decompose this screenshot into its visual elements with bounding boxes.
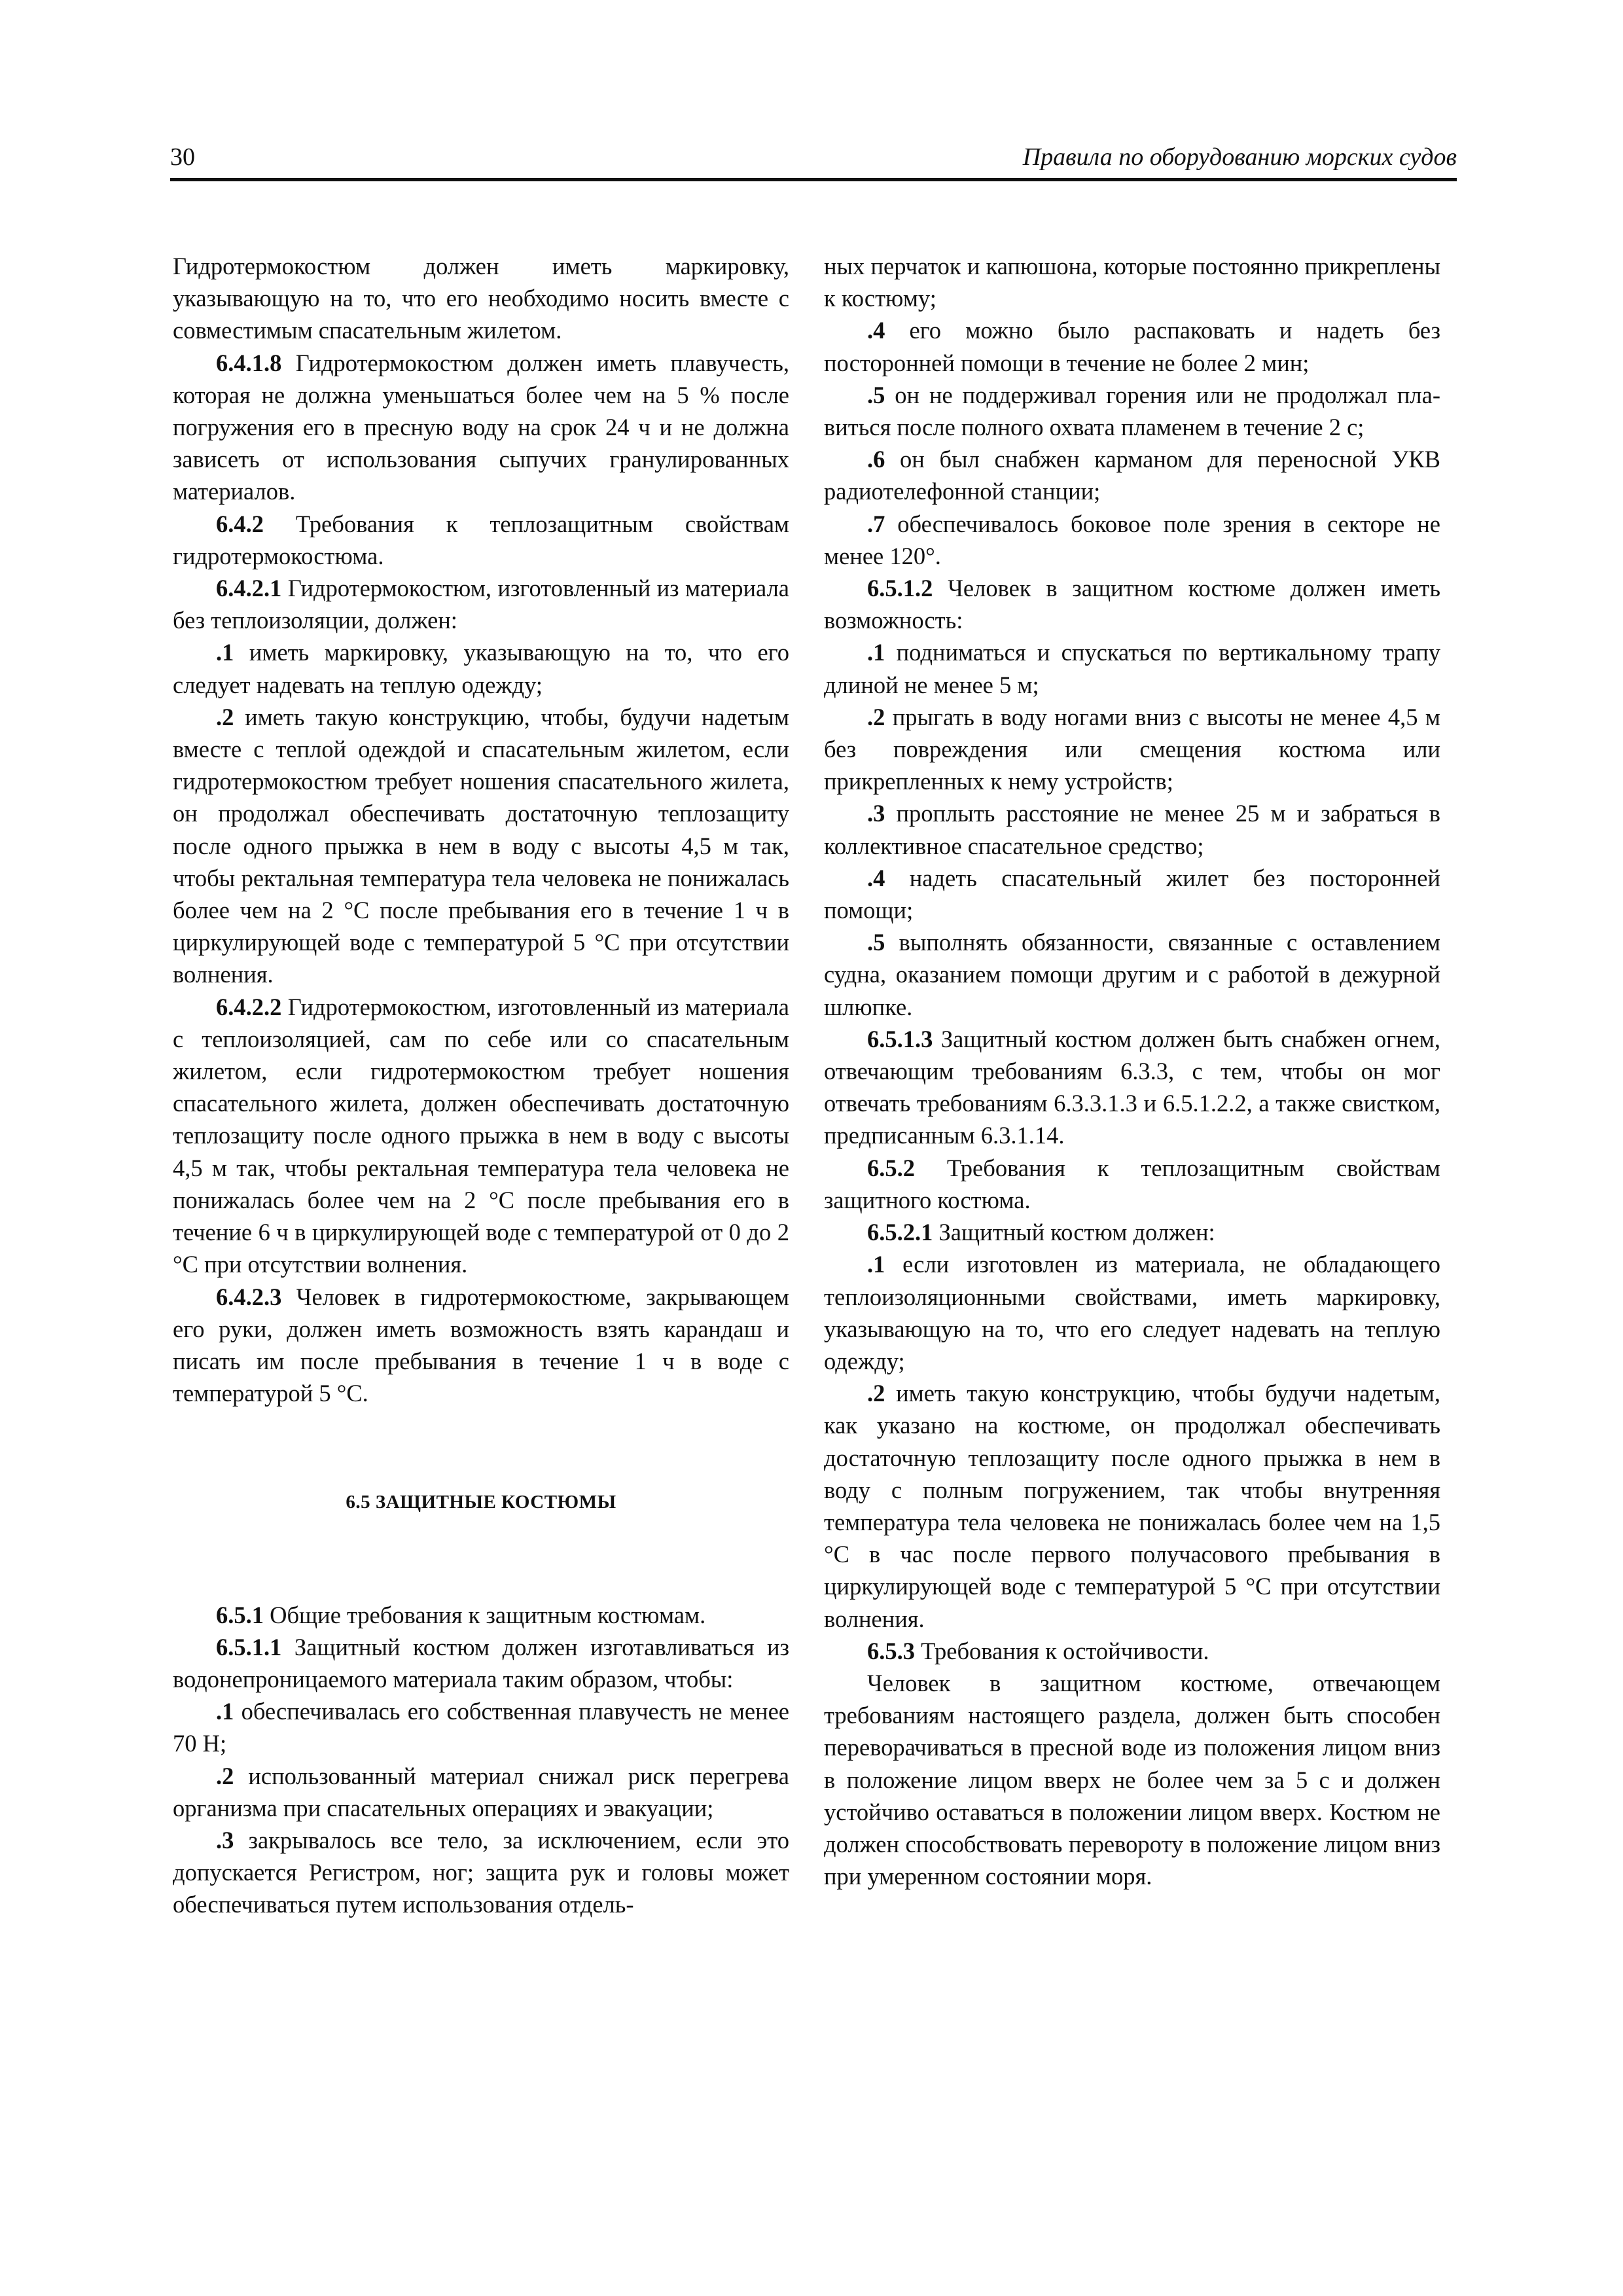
paragraph-number: 6.5.1.2 [867, 575, 933, 602]
paragraph-text: иметь маркировку, указывающую на то, что его следует надевать на теплую одежду; [173, 639, 789, 698]
paragraph [824, 636, 1440, 700]
paragraph [173, 508, 789, 572]
paragraph [824, 862, 1440, 926]
paragraph-text: если изготовлен из материала, не обладающего теплоизоляционными свойствами, иметь маркировку, указывающую на то, что его следует надевать на теплую одежду; [824, 1251, 1440, 1374]
paragraph-text: Гидротермокостюм, изготовленный из материала без теплоизоляции, должен: [173, 575, 789, 634]
paragraph-text: иметь такую конструкцию, чтобы будучи надетым, как указано на костюме, он продолжал обеспечивать достаточную теплозащиту после одного прыжка в нем в воду с полным погружением, так чтобы внутренняя температура тела человека не понижалась более чем на 1,5 °С в час после первого получасового пребывания в циркулирующей воде с температурой 5 °С при отсутствии волнения. [824, 1380, 1440, 1632]
paragraph [173, 1695, 789, 1759]
paragraph-text: он был снабжен карманом для переносной УКВ радиотелефонной станции; [824, 446, 1440, 505]
paragraph-text: Человек в гидротермокостюме, закрывающем его руки, должен иметь возможность взять карандаш и писать им после пребывания в течение 1 ч в воде с температурой 5 °С. [173, 1283, 789, 1407]
paragraph-number: 6.5.3 [867, 1637, 915, 1664]
paragraph [824, 250, 1440, 314]
paragraph-number: 6.5.2 [867, 1154, 915, 1181]
paragraph-text: его можно было распаковать и надеть без посторонней помощи в течение не более 2 мин; [824, 317, 1440, 376]
paragraph [824, 572, 1440, 636]
paragraph-text: Требования к теплозащитным свойствам гидротермокостюма. [173, 510, 789, 569]
paragraph-text: иметь такую конструкцию, чтобы, будучи надетым вместе с теплой одеждой и спасательным жилетом, если гидротермокостюм требует ношения спасательного жилета, он продолжал обеспечивать достаточную теплозащиту после одного прыжка в нем в воду с высоты 4,5 м так, чтобы ректальная температура тела человека не понижалась более чем на 2 °С после пребывания его в течение 1 ч в циркулирующей воде с температурой 5 °С при отсутствии волнения. [173, 703, 789, 988]
paragraph-text: Человек в защитном костюме должен иметь возможность: [824, 575, 1440, 634]
paragraph-number: .1 [216, 1698, 234, 1725]
paragraph-text: Защитный костюм должен: [933, 1219, 1215, 1246]
paragraph-text: подниматься и спускаться по вертикальному трапу длиной не менее 5 м; [824, 639, 1440, 698]
paragraph-text: Гидротермокостюм должен иметь маркировку, указывающую на то, что его необходимо носить вместе с совместимым спасательным жилетом. [173, 253, 789, 344]
paragraph [824, 701, 1440, 798]
paragraph-number: 6.5.1 [216, 1601, 264, 1628]
paragraph-number: 6.5.1.3 [867, 1025, 933, 1052]
paragraph [824, 797, 1440, 861]
paragraph-number: .3 [867, 800, 885, 827]
paragraph-text: закрывалось все тело, за исключением, если это допускается Регистром, ног; защита рук и головы может обеспечиваться путем использования отдель- [173, 1826, 789, 1918]
paragraph-number: .2 [216, 703, 234, 730]
paragraph-text: Гидротермокостюм должен иметь плавучесть, которая не должна уменьшаться более чем на 5 % после погружения его в пресную воду на срок 24 ч и не должна зависеть от использования сыпучих гранулированных материалов. [173, 349, 789, 505]
section-title: 6.5 ЗАЩИТНЫЕ КОСТЮМЫ [346, 1492, 616, 1513]
paragraph-number: 6.4.1.8 [216, 349, 282, 376]
paragraph-text: ных перчаток и капюшона, которые постоянно прикреплены к костюму; [824, 253, 1440, 312]
paragraph [173, 250, 789, 347]
paragraph [173, 1599, 789, 1631]
running-title: Правила по оборудованию морских судов [1022, 143, 1457, 171]
paragraph-number: 6.4.2 [216, 510, 264, 537]
paragraph [824, 314, 1440, 378]
paragraph [173, 1281, 789, 1410]
paragraph-number: .4 [867, 317, 885, 344]
page-number: 30 [170, 143, 195, 171]
paragraph [824, 1635, 1440, 1667]
paragraph-text: надеть спасательный жилет без посторонней помощи; [824, 864, 1440, 924]
paragraph-text: Защитный костюм должен быть снабжен огнем, отвечающим требованиям 6.3.3, с тем, чтобы он мог отвечать требованиям 6.3.3.1.3 и 6.5.1.2.2, а также свистком, предписанным 6.3.1.14. [824, 1025, 1440, 1149]
paragraph-text: Общие требования к защитным костюмам. [264, 1601, 706, 1628]
paragraph [173, 701, 789, 991]
paragraph-text: Человек в защитном костюме, отвечающем требованиям настоящего раздела, должен быть способен переворачиваться в пресной воде из положения лицом вниз в положение лицом вверх не более чем за 5 с и должен устойчиво оставаться в положении лицом вверх. Костюм не должен способствовать перевороту в положение лицом вниз при умеренном состоянии моря. [824, 1669, 1440, 1890]
paragraph-text: Гидротермокостюм, изготовленный из материала с теплоизоляцией, сам по себе или со спасательным жилетом, если гидротермокостюм требует ношения спасательного жилета, должен обеспечивать достаточную теплозащиту после одного прыжка в нем в воду с высоты 4,5 м так, чтобы ректальная температура тела человека не понижалась более чем на 2 °С после пребывания его в течение 6 ч в циркулирующей воде с температурой от 0 до 2 °С при отсутствии волнения. [173, 993, 789, 1278]
paragraph-number: .1 [867, 1251, 885, 1278]
paragraph-number: .1 [216, 639, 234, 666]
paragraph-number: 6.5.2.1 [867, 1219, 933, 1246]
paragraph [824, 1023, 1440, 1152]
paragraph [824, 926, 1440, 1023]
left-column [173, 250, 789, 1921]
paragraph [173, 1760, 789, 1824]
paragraph-number: .2 [216, 1762, 234, 1789]
paragraph-text: он не поддерживал горения или не продолжал пла-виться после полного охвата пламенем в течение 2 с; [824, 381, 1440, 441]
paragraph-number: .2 [867, 1380, 885, 1407]
paragraph [173, 1631, 789, 1695]
paragraph-text: Требования к теплозащитным свойствам защитного костюма. [824, 1154, 1440, 1213]
paragraph [824, 1152, 1440, 1216]
paragraph-text: проплыть расстояние не менее 25 м и забраться в коллективное спасательное средство; [824, 800, 1440, 859]
paragraph [824, 508, 1440, 572]
paragraph-text: использованный материал снижал риск перегрева организма при спасательных операциях и эвакуации; [173, 1762, 789, 1821]
paragraph-number: .2 [867, 703, 885, 730]
paragraph-number: .1 [867, 639, 885, 666]
paragraph-text: прыгать в воду ногами вниз с высоты не менее 4,5 м без повреждения или смещения костюма или прикрепленных к нему устройств; [824, 703, 1440, 795]
paragraph-text: обеспечивалась его собственная плавучесть не менее 70 Н; [173, 1698, 789, 1757]
paragraph-number: .5 [867, 381, 885, 408]
paragraph-number: .3 [216, 1826, 234, 1854]
paragraph-text: Защитный костюм должен изготавливаться из водонепроницаемого материала таким образом, чтобы: [173, 1633, 789, 1693]
paragraph-number: 6.4.2.2 [216, 993, 282, 1020]
paragraph [824, 1248, 1440, 1377]
paragraph [173, 1824, 789, 1921]
paragraph-text: Требования к остойчивости. [915, 1637, 1209, 1664]
paragraph-text: обеспечивалось боковое поле зрения в секторе не менее 120°. [824, 510, 1440, 569]
paragraph-number: .5 [867, 929, 885, 956]
paragraph [824, 1667, 1440, 1892]
right-column [824, 250, 1440, 1892]
paragraph [824, 1216, 1440, 1248]
page-header [170, 143, 1457, 179]
paragraph [824, 379, 1440, 443]
paragraph-number: .7 [867, 510, 885, 537]
header-rule [170, 178, 1457, 181]
paragraph [824, 443, 1440, 507]
paragraph [173, 572, 789, 636]
paragraph-number: 6.4.2.1 [216, 575, 282, 602]
paragraph-number: .4 [867, 864, 885, 891]
paragraph-number: 6.4.2.3 [216, 1283, 282, 1310]
paragraph [824, 1377, 1440, 1635]
paragraph [173, 347, 789, 508]
paragraph-text: выполнять обязанности, связанные с оставлением судна, оказанием помощи другим и с работой в дежурной шлюпке. [824, 929, 1440, 1020]
paragraph-number: .6 [867, 446, 885, 473]
paragraph [173, 991, 789, 1281]
paragraph [173, 636, 789, 700]
paragraph-number: 6.5.1.1 [216, 1633, 282, 1660]
